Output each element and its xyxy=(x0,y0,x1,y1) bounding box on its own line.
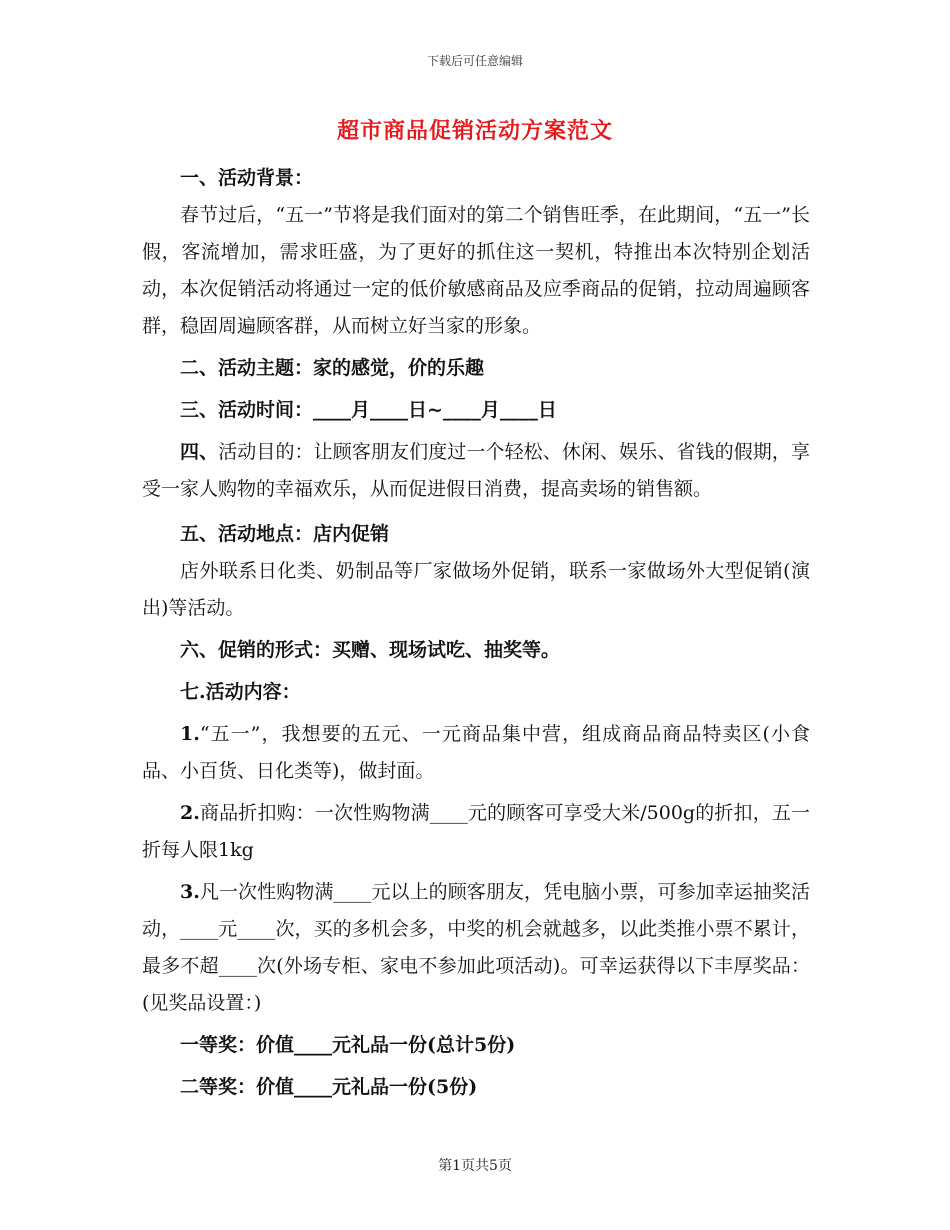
content-item-2 xyxy=(142,795,810,869)
section-4-label: 四、 xyxy=(180,441,219,463)
section-5-body: 店外联系日化类、奶制品等厂家做场外促销，联系一家做场外大型促销(演出)等活动。 xyxy=(142,560,810,619)
prize-first: 一等奖：价值____元礼品一份(总计5份) xyxy=(180,1034,516,1056)
section-4-paragraph xyxy=(142,434,810,508)
content-item-3-number: 3. xyxy=(180,881,200,903)
content-item-1-number: 1. xyxy=(180,723,200,745)
content-item-2-number: 2. xyxy=(180,802,200,824)
section-2-heading: 二、活动主题：家的感觉，价的乐趣 xyxy=(180,357,485,379)
content-item-3-body: 凡一次性购物满____元以上的顾客朋友，凭电脑小票，可参加幸运抽奖活动，____元____次，买的多机会多，中奖的机会就越多，以此类推小票不累计，最多不超____次(外场专柜、家电不参加此项活动)。可幸运获得以下丰厚奖品：(见奖品设置：) xyxy=(142,881,810,1014)
content-item-3 xyxy=(142,874,810,1022)
page-footer: 第1页共5页 xyxy=(438,1158,512,1174)
section-4-body: 活动目的：让顾客朋友们度过一个轻松、休闲、娱乐、省钱的假期，享受一家人购物的幸福欢乐，从而促进假日消费，提高卖场的销售额。 xyxy=(142,441,810,500)
section-3-heading: 三、活动时间：____月____日~____月____日 xyxy=(180,399,557,421)
section-5-heading: 五、活动地点：店内促销 xyxy=(180,523,390,545)
section-1-heading: 一、活动背景： xyxy=(180,167,314,189)
content-item-1-body: “五一”，我想要的五元、一元商品集中营，组成商品商品特卖区(小食品、小百货、日化类等)，做封面。 xyxy=(142,723,810,782)
prize-second: 二等奖：价值____元礼品一份(5份) xyxy=(180,1076,478,1098)
section-1-body: 春节过后，“五一”节将是我们面对的第二个销售旺季，在此期间，“五一”长假，客流增加，需求旺盛，为了更好的抓住这一契机，特推出本次特别企划活动，本次促销活动将通过一定的低价敏感商品及应季商品的促销，拉动周遍顾客群，稳固周遍顾客群，从而树立好当家的形象。 xyxy=(142,204,810,337)
document-body xyxy=(142,160,810,1106)
section-6-heading: 六、促销的形式：买赠、现场试吃、抽奖等。 xyxy=(180,639,561,661)
section-7-heading: 七.活动内容： xyxy=(180,681,301,703)
content-item-2-body: 商品折扣购：一次性购物满____元的顾客可享受大米/500g的折扣，五一折每人限1kg xyxy=(142,802,810,861)
document-title: 超市商品促销活动方案范文 xyxy=(336,118,613,144)
page-header: 下载后可任意编辑 xyxy=(426,54,523,68)
content-item-1 xyxy=(142,716,810,790)
